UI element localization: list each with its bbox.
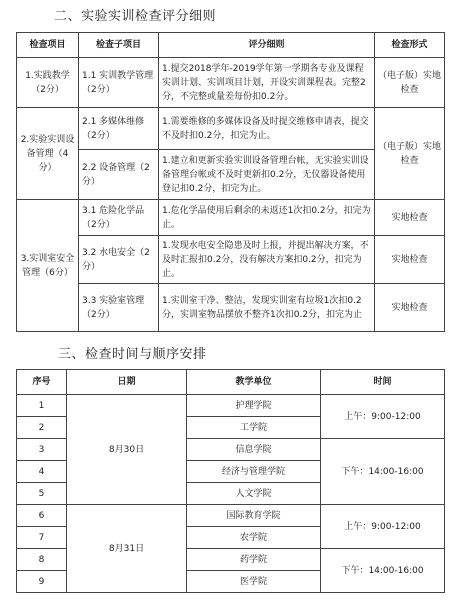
unit-cell: 经济与管理学院	[187, 461, 321, 483]
item-cell: 2.实验实训设备管理（4分）	[17, 108, 79, 200]
unit-cell: 工学院	[187, 417, 321, 439]
time-cell: 上午：9:00-12:00	[321, 505, 445, 549]
sub-cell: 3.3 实验室管理（2分）	[79, 284, 159, 332]
row-no: 3	[17, 439, 67, 461]
sub-cell: 2.2 设备管理（2分）	[79, 150, 159, 200]
sub-cell: 3.1 危险化学品（2分）	[79, 200, 159, 236]
row-no: 9	[17, 571, 67, 593]
row-no: 4	[17, 461, 67, 483]
header-form: 检查形式	[375, 33, 445, 58]
unit-cell: 人文学院	[187, 483, 321, 505]
header-sub: 检查子项目	[79, 33, 159, 58]
table-header-row	[17, 33, 445, 58]
header-time: 时间	[321, 370, 445, 395]
header-date: 日期	[67, 370, 187, 395]
detail-cell: 1.危化学品使用后剩余的未返还1次扣0.2分，扣完为止。	[159, 200, 375, 236]
time-cell: 下午：14:00-16:00	[321, 549, 445, 593]
section-3-title: 三、检查时间与顺序安排	[58, 347, 207, 362]
header-unit: 教学单位	[187, 370, 321, 395]
table-row	[17, 200, 445, 236]
table-header-row	[17, 370, 445, 395]
row-no: 8	[17, 549, 67, 571]
unit-cell: 国际教育学院	[187, 505, 321, 527]
sub-cell: 1.1 实训教学管理（2分）	[79, 58, 159, 108]
unit-cell: 医学院	[187, 571, 321, 593]
row-no: 2	[17, 417, 67, 439]
row-no: 6	[17, 505, 67, 527]
table-row	[17, 395, 445, 417]
header-no: 序号	[17, 370, 67, 395]
form-cell: （电子版）实地检查	[375, 108, 445, 200]
item-cell: 1.实践教学（2分）	[17, 58, 79, 108]
detail-cell: 1.建立和更新实验实训设备管理台帐，无实验实训设备管理台帐或不及时更新扣0.2分，无仪器设备使用登记扣0.2分，扣完为止。	[159, 150, 375, 200]
detail-cell: 1.需要维修的多媒体设备及时提交维修申请表，提交不及时扣0.2分，扣完为止。	[159, 108, 375, 150]
detail-cell: 1.实训室干净、整洁，发现实训室有垃圾1次扣0.2分，实训室物品摆放不整齐1次扣0.2分，扣完为止	[159, 284, 375, 332]
unit-cell: 药学院	[187, 549, 321, 571]
scoring-table	[16, 32, 445, 332]
form-cell: （电子版）实地检查	[375, 58, 445, 108]
row-no: 5	[17, 483, 67, 505]
unit-cell: 农学院	[187, 527, 321, 549]
table-row	[17, 236, 445, 284]
header-detail: 评分细则	[159, 33, 375, 58]
detail-cell: 1.提交2018学年-2019学年第一学期各专业及课程实训计划、实训项目计划，开设实训课程表。完整2分，不完整或量差每份扣0.2分。	[159, 58, 375, 108]
table-row	[17, 108, 445, 150]
date-cell: 8月30日	[67, 395, 187, 505]
table-row	[17, 505, 445, 527]
form-cell: 实地检查	[375, 284, 445, 332]
form-cell: 实地检查	[375, 236, 445, 284]
time-cell: 上午：9:00-12:00	[321, 395, 445, 439]
table-row	[17, 58, 445, 108]
item-cell: 3.实训室安全管理（6分）	[17, 200, 79, 332]
header-item: 检查项目	[17, 33, 79, 58]
date-cell: 8月31日	[67, 505, 187, 593]
row-no: 7	[17, 527, 67, 549]
sub-cell: 2.1 多媒体维修（2分）	[79, 108, 159, 150]
form-cell: 实地检查	[375, 200, 445, 236]
time-cell: 下午：14:00-16:00	[321, 439, 445, 505]
table-row	[17, 284, 445, 332]
section-2-title: 二、实验实训检查评分细则	[54, 9, 217, 24]
schedule-table	[16, 369, 445, 593]
unit-cell: 信息学院	[187, 439, 321, 461]
detail-cell: 1.发现水电安全隐患及时上报，并提出解决方案，不及时汇报扣0.2分，没有解决方案扣0.2分，扣完为止。	[159, 236, 375, 284]
row-no: 1	[17, 395, 67, 417]
unit-cell: 护理学院	[187, 395, 321, 417]
sub-cell: 3.2 水电安全（2分）	[79, 236, 159, 284]
